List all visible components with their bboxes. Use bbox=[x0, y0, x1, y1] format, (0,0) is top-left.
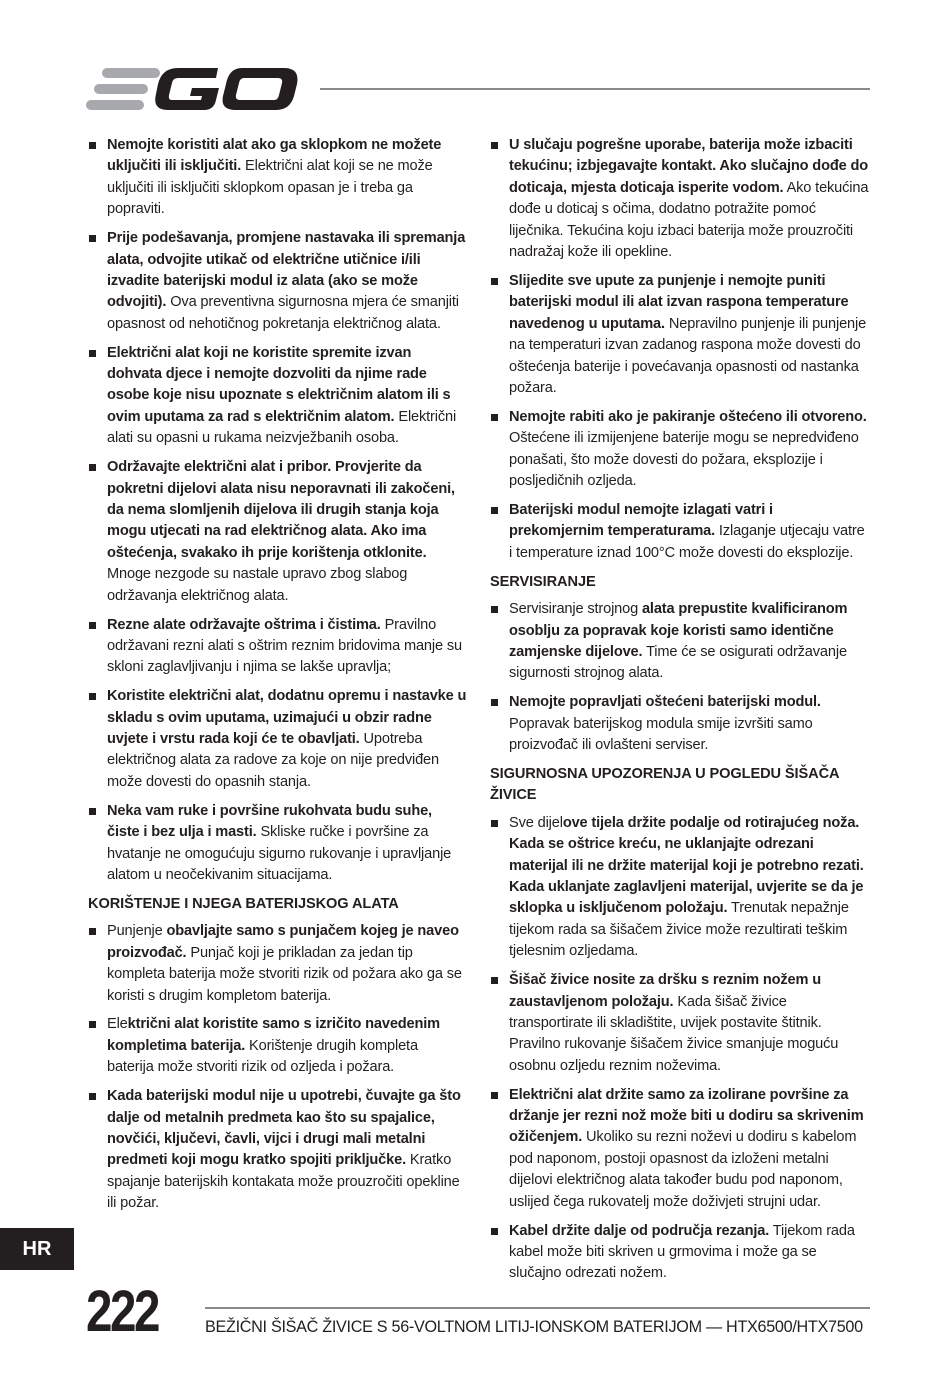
footer-title: BEŽIČNI ŠIŠAČ ŽIVICE S 56-VOLTNOM LITIJ-IONSKOM BATERIJOM — HTX6500/HTX7500 bbox=[205, 1318, 863, 1336]
list-item: Električni alat držite samo za izolirane površine za držanje jer rezni nož može biti u dodiru sa skrivenim ožičenjem. Ukoliko su rezni noževi u dodiru s kabelom pod naponom, postoji opasnost da izloženi metalni dijelovi električnog alata također budu pod naponom, uslijed čega rukovatelj može doživjeti strujni udar. bbox=[490, 1085, 870, 1213]
hedge-trimmer-list bbox=[490, 813, 870, 1285]
list-item: Kada baterijski modul nije u upotrebi, čuvajte ga što dalje od metalnih predmeta kao što su spajalice, novčići, ključevi, čavli, vijci i drugi mali metalni predmeti koji mogu kratko spojiti priključke. Kratko spajanje baterijskih kontakata može prouzročiti opekline ili požar. bbox=[88, 1086, 468, 1214]
list-item: Održavajte električni alat i pribor. Provjerite da pokretni dijelovi alata nisu neporavnati ili zakočeni, da nema slomljenih dijelova ili drugih stanja koja mogu utjecati na rad električnog alata. Ako ima oštećenja, svakako ih prije korištenja otklonite. Mnoge nezgode su nastale upravo zbog slabog održavanja električnog alata. bbox=[88, 457, 468, 607]
list-item: Koristite električni alat, dodatnu opremu i nastavke u skladu s ovim uputama, uzimajući u obzir radne uvjete i vrstu rada koji će te obavljati. Upotreba električnog alata za radove za koje on nije predviđen može dovesti do opasnih stanja. bbox=[88, 686, 468, 793]
footer-rule bbox=[205, 1307, 870, 1309]
list-item: Neka vam ruke i površine rukohvata budu suhe, čiste i bez ulja i masti. Skliske ručke i površine za hvatanje ne omogućuju sigurno rukovanje i upravljanje alatom u neočekivanim situacijama. bbox=[88, 801, 468, 887]
list-item: Servisiranje strojnog alata prepustite kvalificiranom osoblju za popravak koje koristi samo identične zamjenske dijelove. Time će se osigurati održavanje sigurnosti strojnog alata. bbox=[490, 599, 870, 685]
right-column bbox=[490, 135, 870, 1292]
section-heading-servicing: SERVISIRANJE bbox=[490, 573, 596, 590]
list-item: Sve dijelove tijela držite podalje od rotirajućeg noža. Kada se oštrice kreću, ne uklanjajte odrezani materijal ili ne držite materijal koji je potrebno rezati. Kada uklanjate zaglavljeni materijal, uvjerite se da je sklopka u isključenom položaju. Trenutak nepažnje tijekom rada sa šišačem živice može rezultirati teškim tjelesnim ozljedama. bbox=[490, 813, 870, 963]
language-tab: HR bbox=[0, 1228, 74, 1270]
battery-safety-list bbox=[490, 135, 870, 564]
list-item: Nemojte rabiti ako je pakiranje oštećeno ili otvoreno. Oštećene ili izmijenjene baterije mogu se nepredviđeno ponašati, što može dovesti do požara, eksplozije i posljedičnih ozljeda. bbox=[490, 407, 870, 493]
left-column bbox=[88, 135, 468, 1222]
list-item: Nemojte koristiti alat ako ga sklopkom ne možete uključiti ili isključiti. Električni alat koji se ne može uključiti ili isključiti sklopkom opasan je i treba ga popraviti. bbox=[88, 135, 468, 221]
list-item: Šišač živice nosite za dršku s reznim nožem u zaustavljenom položaju. Kada šišač živice transportirate ili skladištite, uvijek postavite štitnik. Pravilno rukovanje šišačem živice smanjuje moguću osobnu ozljedu reznim noževima. bbox=[490, 970, 870, 1077]
page-number: 222 bbox=[86, 1279, 158, 1344]
battery-use-list bbox=[88, 921, 468, 1214]
list-item: U slučaju pogrešne uporabe, baterija može izbaciti tekućinu; izbjegavajte kontakt. Ako slučajno dođe do doticaja, mjesta doticaja isperite vodom. Ako tekućina dođe u doticaj s očima, dodatno potražite pomoć liječnika. Tekućina koju izbaci baterija može prouzročiti nadražaj kože ili opekline. bbox=[490, 135, 870, 263]
section-heading-hedge-trimmer: SIGURNOSNA UPOZORENJA U POGLEDU ŠIŠAČA ŽIVICE bbox=[490, 765, 839, 804]
section-heading-battery-use: KORIŠTENJE I NJEGA BATERIJSKOG ALATA bbox=[88, 895, 399, 912]
list-item: Električni alat koji ne koristite spremite izvan dohvata djece i nemojte dozvoliti da njime rade osobe koje nisu upoznate s električnim alatom ili s ovim uputama za rad s električnim alatom. Električni alati su opasni u rukama neizvježbanih osoba. bbox=[88, 343, 468, 450]
list-item: Kabel držite dalje od područja rezanja. Tijekom rada kabel može biti skriven u grmovima i može ga se slučajno odrezati nožem. bbox=[490, 1221, 870, 1285]
list-item: Baterijski modul nemojte izlagati vatri i prekomjernim temperaturama. Izlaganje utjecaju vatre i temperature iznad 100°C može dovesti do eksplozije. bbox=[490, 500, 870, 564]
ego-logo bbox=[86, 64, 300, 114]
list-item: Prije podešavanja, promjene nastavaka ili spremanja alata, odvojite utikač od električne utičnice i/ili izvadite baterijski modul iz alata (ako se može odvojiti). Ova preventivna sigurnosna mjera će smanjiti opasnost od nehotičnog pokretanja električnog alata. bbox=[88, 228, 468, 335]
general-safety-list bbox=[88, 135, 468, 886]
list-item: Punjenje obavljajte samo s punjačem kojeg je naveo proizvođač. Punjač koji je prikladan za jedan tip kompleta baterija može stvoriti rizik od požara ako ga se koristi s drugim kompletom baterija. bbox=[88, 921, 468, 1007]
list-item: Nemojte popravljati oštećeni baterijski modul. Popravak baterijskog modula smije izvršiti samo proizvođač ili ovlašteni serviser. bbox=[490, 692, 870, 756]
list-item: Električni alat koristite samo s izričito navedenim kompletima baterija. Korištenje drugih kompleta baterija može stvoriti rizik od ozljeda i požara. bbox=[88, 1014, 468, 1078]
list-item: Slijedite sve upute za punjenje i nemojte puniti baterijski modul ili alat izvan raspona temperature navedenog u uputama. Nepravilno punjenje ili punjenje na temperaturi izvan zadanog raspona može dovesti do oštećenja baterije i povećavanja opasnosti od nastanka požara. bbox=[490, 271, 870, 399]
list-item: Rezne alate održavajte oštrima i čistima. Pravilno održavani rezni alati s oštrim reznim bridovima manje su skloni zaglavljivanju i njima se lakše upravlja; bbox=[88, 615, 468, 679]
servicing-list bbox=[490, 599, 870, 756]
header-rule bbox=[320, 88, 870, 90]
